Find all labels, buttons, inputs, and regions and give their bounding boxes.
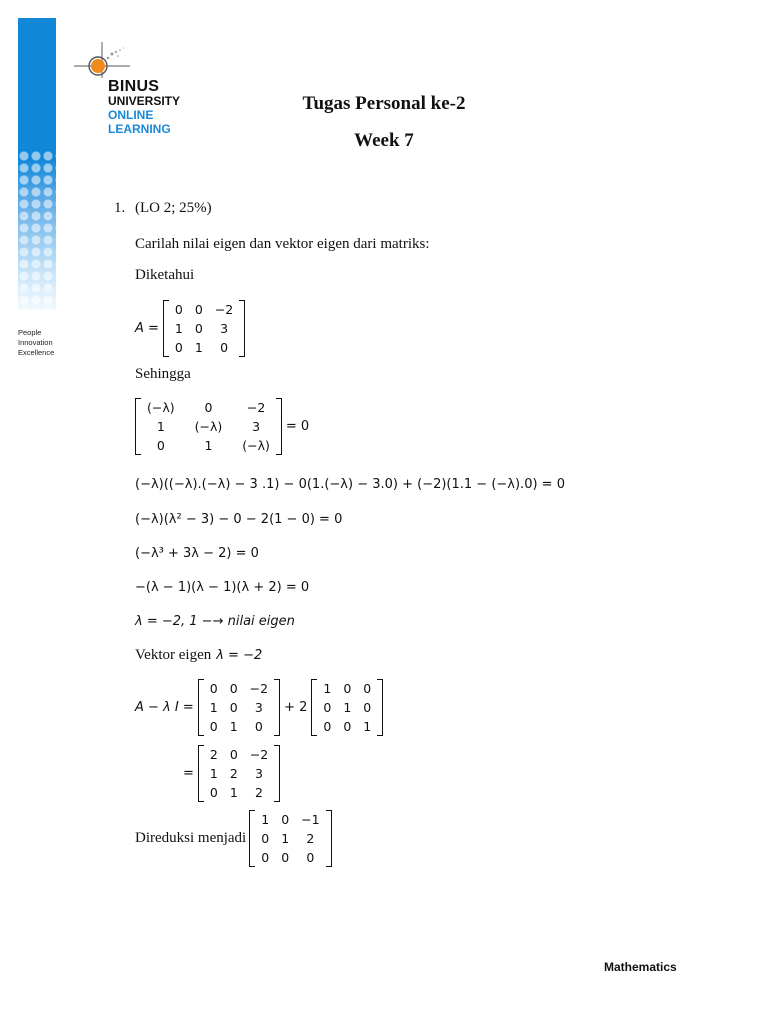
result-row: = 2 0 −2 1 2 3 0 1 2 [183,745,280,802]
matrix-cell: −1 [301,812,320,827]
matrix-cell: 1 [209,700,218,715]
matrix-cell: 0 [306,850,315,865]
matrix-cell: 0 [174,302,183,317]
matrix-cell: 0 [343,681,352,696]
binus-logo: BINUS UNIVERSITY ONLINE LEARNING [108,78,181,136]
result-matrix [198,745,280,802]
matrix-cell: 0 [194,302,203,317]
matrix-cell: 0 [229,681,238,696]
matrix-cell: 1 [229,785,238,800]
step-3: (−λ³ + 3λ − 2) = 0 [135,546,259,561]
matrix-cell: 0 [261,850,270,865]
matrix-cell: 2 [306,831,315,846]
a-minus-lambda-i-row: A − λ I = 0 0 −2 1 0 3 0 1 0 + 2 1 0 0 0 1 0 0 0 1 [135,679,383,736]
char-equation-rhs: = 0 [285,419,310,434]
learning-outcome: (LO 2; 25%) [135,200,212,216]
matrix-cell: 0 [229,747,238,762]
matrix-cell: 1 [156,419,165,434]
matrix-cell: 0 [343,719,352,734]
reduced-row: Direduksi menjadi 1 0 −1 0 1 2 0 0 0 [135,810,332,867]
matrix-cell: 0 [261,831,270,846]
question-prompt: Carilah nilai eigen dan vektor eigen dari matriks: [135,236,430,252]
reduced-matrix [249,810,331,867]
matrix-cell: (−λ) [242,438,270,453]
given-label: Diketahui [135,267,195,283]
matrix-cell: 1 [204,438,213,453]
footer-subject: Mathematics [604,960,677,974]
matrix-cell: 0 [156,438,165,453]
matrix-cell: 1 [261,812,270,827]
matrix-cell: 1 [343,700,352,715]
matrix-cell: 0 [363,700,372,715]
matrix-cell: 0 [363,681,372,696]
matrix-cell: 2 [209,747,218,762]
matrix-cell: −2 [246,400,266,415]
matrix-cell: 0 [194,321,203,336]
matrix-cell: 3 [254,700,263,715]
matrix-cell: 0 [323,700,332,715]
step-2: (−λ)(λ² − 3) − 0 − 2(1 − 0) = 0 [135,512,343,527]
characteristic-matrix [135,398,282,455]
matrix-cell: −2 [214,302,234,317]
identity-matrix [311,679,383,736]
matrix-cell: 0 [229,700,238,715]
matrix-cell: 0 [323,719,332,734]
matrix-cell: 0 [209,719,218,734]
matrix-cell: 0 [174,340,183,355]
matrix-cell: 0 [209,681,218,696]
matrix-a-copy [198,679,280,736]
matrix-cell: 1 [209,766,218,781]
binus-logo-icon [72,40,132,80]
matrix-cell: 1 [323,681,332,696]
matrix-cell: 1 [281,831,290,846]
matrix-cell: 3 [252,419,261,434]
matrix-cell: 0 [209,785,218,800]
matrix-a [163,300,245,357]
so-label: Sehingga [135,366,191,382]
matrix-cell: 1 [174,321,183,336]
matrix-a-label: A = [135,321,159,336]
matrix-cell: 1 [194,340,203,355]
matrix-cell: 0 [281,850,290,865]
matrix-cell: 1 [229,719,238,734]
week-label: Week 7 [354,130,414,151]
eigenvector-heading: Vektor eigen λ = −2 [135,647,263,663]
matrix-cell: 1 [363,719,372,734]
step-1: (−λ)((−λ).(−λ) − 3 .1) − 0(1.(−λ) − 3.0) + (−2)(1.1 − (−λ).0) = 0 [135,477,565,492]
sidebar-pattern [18,150,56,310]
matrix-a-row [135,300,245,357]
step-4: −(λ − 1)(λ − 1)(λ + 2) = 0 [135,580,310,595]
matrix-cell: 0 [254,719,263,734]
page-title: Tugas Personal ke-2 [302,93,466,114]
matrix-cell: −2 [249,681,269,696]
matrix-cell: 0 [204,400,213,415]
tagline: People Innovation Excellence [18,328,55,357]
matrix-cell: −2 [249,747,269,762]
matrix-cell: 2 [255,785,263,800]
matrix-cell: (−λ) [194,419,223,434]
matrix-cell: 2 [229,766,238,781]
question-number: 1. [114,200,126,216]
matrix-cell: 0 [281,812,290,827]
matrix-cell: 3 [220,321,229,336]
matrix-cell: (−λ) [147,400,175,415]
matrix-cell: 0 [220,340,229,355]
step-5: λ = −2, 1 −→ nilai eigen [135,614,295,629]
matrix-cell: 3 [255,766,263,781]
characteristic-matrix-row [135,398,309,455]
